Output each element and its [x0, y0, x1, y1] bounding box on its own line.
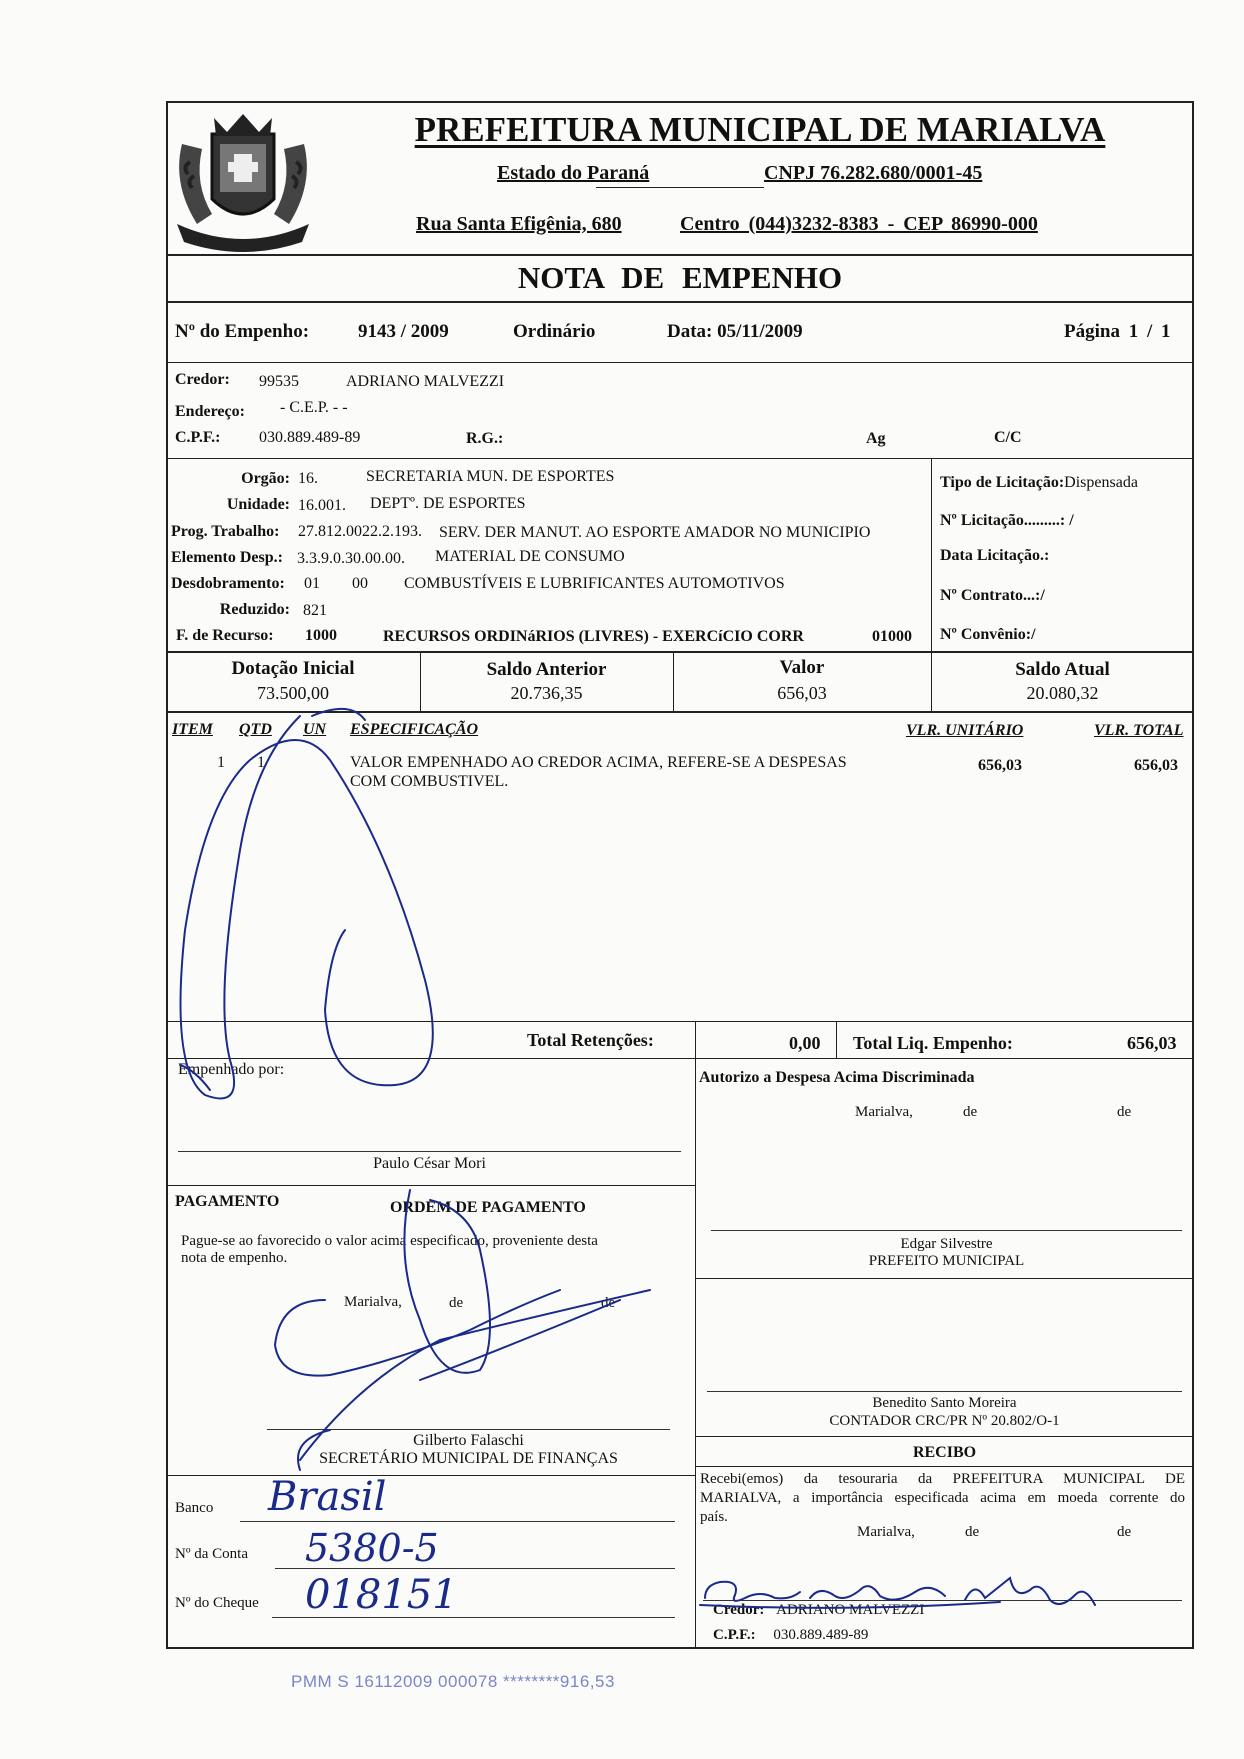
recibo-cpf-label: C.P.F.: — [713, 1627, 756, 1643]
recurso-name: RECURSOS ORDINáRIOS (LIVRES) - EXERCíCIO CORR — [383, 628, 804, 645]
banco-label: Banco — [175, 1500, 214, 1516]
conta-value: 5380-5 — [305, 1526, 439, 1570]
unidade-code: 16.001. — [298, 497, 346, 514]
elemento-name: MATERIAL DE CONSUMO — [435, 548, 625, 565]
unidade-label: Unidade: — [226, 496, 290, 513]
data-licitacao-label: Data Licitação.: — [940, 547, 1050, 564]
empenho-type: Ordinário — [513, 321, 596, 342]
atual-value: 20.080,32 — [1026, 683, 1099, 703]
recibo-credor-label: Credor: — [713, 1602, 765, 1618]
contador-title: CONTADOR CRC/PR Nº 20.802/O-1 — [829, 1413, 1060, 1429]
valor-label: Valor — [779, 657, 825, 678]
liq-label: Total Liq. Empenho: — [853, 1033, 1013, 1053]
item-desc-line2: COM COMBUSTIVEL. — [350, 773, 509, 790]
cpf-label: C.P.F.: — [175, 429, 221, 446]
rg-label: R.G.: — [466, 430, 504, 447]
cc-label: C/C — [994, 429, 1022, 446]
pagamento-label: PAGAMENTO — [175, 1193, 280, 1210]
contrato-label: Nº Contrato...:/ — [940, 587, 1045, 604]
cpf-value: 030.889.489-89 — [259, 429, 361, 446]
num-licitacao-label: Nº Licitação.........: / — [940, 512, 1074, 529]
tipo-licitacao-label: Tipo de Licitação: — [940, 474, 1065, 491]
empenhado-name: Paulo César Mori — [373, 1155, 486, 1172]
orgao-name: SECRETARIA MUN. DE ESPORTES — [366, 468, 615, 485]
recurso-num: 01000 — [872, 628, 912, 645]
empenho-number-label: Nº do Empenho: — [175, 321, 310, 342]
document-title: NOTA DE EMPENHO — [517, 260, 843, 295]
atual-label: Saldo Atual — [1015, 659, 1110, 680]
desdob-label: Desdobramento: — [171, 575, 285, 592]
recibo-de2: de — [1117, 1524, 1132, 1540]
recurso-label: F. de Recurso: — [176, 627, 274, 644]
items-header-un: UN — [303, 721, 327, 738]
credor-label: Credor: — [175, 371, 230, 388]
item-desc-line1: VALOR EMPENHADO AO CREDOR ACIMA, REFERE-SE A DESPESAS — [350, 754, 847, 771]
recibo-text-line1: Recebi(emos) da tesouraria da PREFEITURA MUNICIPAL DE — [700, 1471, 1185, 1487]
page-title: PREFEITURA MUNICIPAL DE MARIALVA — [414, 110, 1106, 149]
prefeito-title: PREFEITO MUNICIPAL — [868, 1253, 1025, 1269]
recibo-de1: de — [965, 1524, 980, 1540]
cnpj-label: CNPJ 76.282.680/0001-45 — [764, 162, 983, 184]
prog-label: Prog. Trabalho: — [171, 523, 280, 540]
recibo-text-line3: país. — [700, 1509, 728, 1525]
anterior-label: Saldo Anterior — [486, 659, 607, 680]
items-header-total: VLR. TOTAL — [1094, 722, 1184, 739]
empenho-date: Data: 05/11/2009 — [667, 321, 803, 342]
items-header-espec: ESPECIFICAÇÃO — [350, 721, 479, 738]
autorizo-city: Marialva, — [855, 1104, 913, 1120]
convenio-label: Nº Convênio:/ — [940, 626, 1036, 643]
credor-name: ADRIANO MALVEZZI — [346, 373, 505, 390]
secretario-name: Gilberto Falaschi — [413, 1432, 524, 1449]
item-qtd: 1 — [257, 754, 265, 771]
autorizo-de1: de — [963, 1104, 978, 1120]
items-header-unit: VLR. UNITÁRIO — [906, 722, 1024, 739]
desdob-b: 00 — [352, 575, 368, 592]
prog-code: 27.812.0022.2.193. — [298, 523, 422, 540]
conta-label: Nº da Conta — [175, 1546, 248, 1562]
retencoes-label: Total Retenções: — [527, 1030, 654, 1050]
contador-name: Benedito Santo Moreira — [872, 1395, 1017, 1411]
autorizo-de2: de — [1117, 1104, 1132, 1120]
pagamento-text-line2: nota de empenho. — [181, 1250, 288, 1266]
prog-name: SERV. DER MANUT. AO ESPORTE AMADOR NO MUNICIPIO — [439, 524, 871, 541]
items-header-qtd: QTD — [239, 721, 272, 738]
cheque-value: 018151 — [305, 1572, 458, 1618]
dotacao-value: 73.500,00 — [257, 683, 329, 703]
recibo-text-line2: MARIALVA, a importância especificada acima em moeda corrente do — [700, 1490, 1185, 1506]
pagamento-de1: de — [449, 1295, 464, 1311]
reduzido-label: Reduzido: — [219, 601, 290, 618]
items-header-item: ITEM — [172, 721, 213, 738]
payment-stamp: PMM S 16112009 000078 ********916,53 — [291, 1672, 615, 1691]
recibo-city: Marialva, — [857, 1524, 915, 1540]
dotacao-label: Dotação Inicial — [231, 658, 355, 679]
elemento-code: 3.3.9.0.30.00.00. — [297, 550, 405, 567]
recurso-code: 1000 — [305, 627, 337, 644]
autorizo-label: Autorizo a Despesa Acima Discriminada — [699, 1069, 975, 1086]
elemento-label: Elemento Desp.: — [171, 549, 283, 566]
recibo-credor-name: ADRIANO MALVEZZI — [776, 1602, 925, 1618]
anterior-value: 20.736,35 — [510, 683, 583, 703]
ag-label: Ag — [866, 430, 886, 447]
banco-value: Brasil — [268, 1474, 387, 1520]
orgao-code: 16. — [298, 470, 318, 487]
retencoes-value: 0,00 — [789, 1033, 821, 1053]
item-total-value: 656,03 — [1134, 757, 1178, 774]
pagamento-text-line1: Pague-se ao favorecido o valor acima especificado, proveniente desta — [181, 1233, 598, 1249]
ordem-label: ORDEM DE PAGAMENTO — [390, 1199, 586, 1216]
pagamento-de2: de — [601, 1295, 616, 1311]
address-label: Rua Santa Efigênia, 680 — [416, 213, 622, 235]
empenho-number: 9143 / 2009 — [358, 321, 449, 342]
reduzido-value: 821 — [303, 602, 327, 619]
cheque-label: Nº do Cheque — [175, 1595, 259, 1611]
state-label: Estado do Paraná — [497, 162, 650, 184]
tipo-licitacao-value: Dispensada — [1064, 474, 1138, 491]
endereco-value: - C.E.P. - - — [280, 399, 348, 416]
empenhado-label: Empenhado por: — [178, 1061, 285, 1078]
prefeito-name: Edgar Silvestre — [900, 1236, 993, 1252]
unidade-name: DEPTº. DE ESPORTES — [370, 495, 526, 512]
credor-code: 99535 — [259, 373, 299, 390]
desdob-a: 01 — [304, 575, 320, 592]
desdob-name: COMBUSTÍVEIS E LUBRIFICANTES AUTOMOTIVOS — [404, 575, 785, 592]
address-rest-label: Centro (044)3232-8383 - CEP 86990-000 — [680, 213, 1038, 235]
pagamento-city: Marialva, — [344, 1294, 402, 1310]
endereco-label: Endereço: — [175, 403, 245, 420]
recibo-label: RECIBO — [912, 1444, 977, 1461]
orgao-label: Orgão: — [241, 470, 290, 487]
item-unit-value: 656,03 — [978, 757, 1022, 774]
recibo-cpf-value: 030.889.489-89 — [773, 1627, 869, 1643]
valor-value: 656,03 — [777, 683, 827, 703]
secretario-title: SECRETÁRIO MUNICIPAL DE FINANÇAS — [319, 1450, 618, 1467]
liq-value: 656,03 — [1127, 1033, 1177, 1053]
item-number: 1 — [217, 754, 225, 771]
page-number: Página 1 / 1 — [1064, 321, 1171, 342]
